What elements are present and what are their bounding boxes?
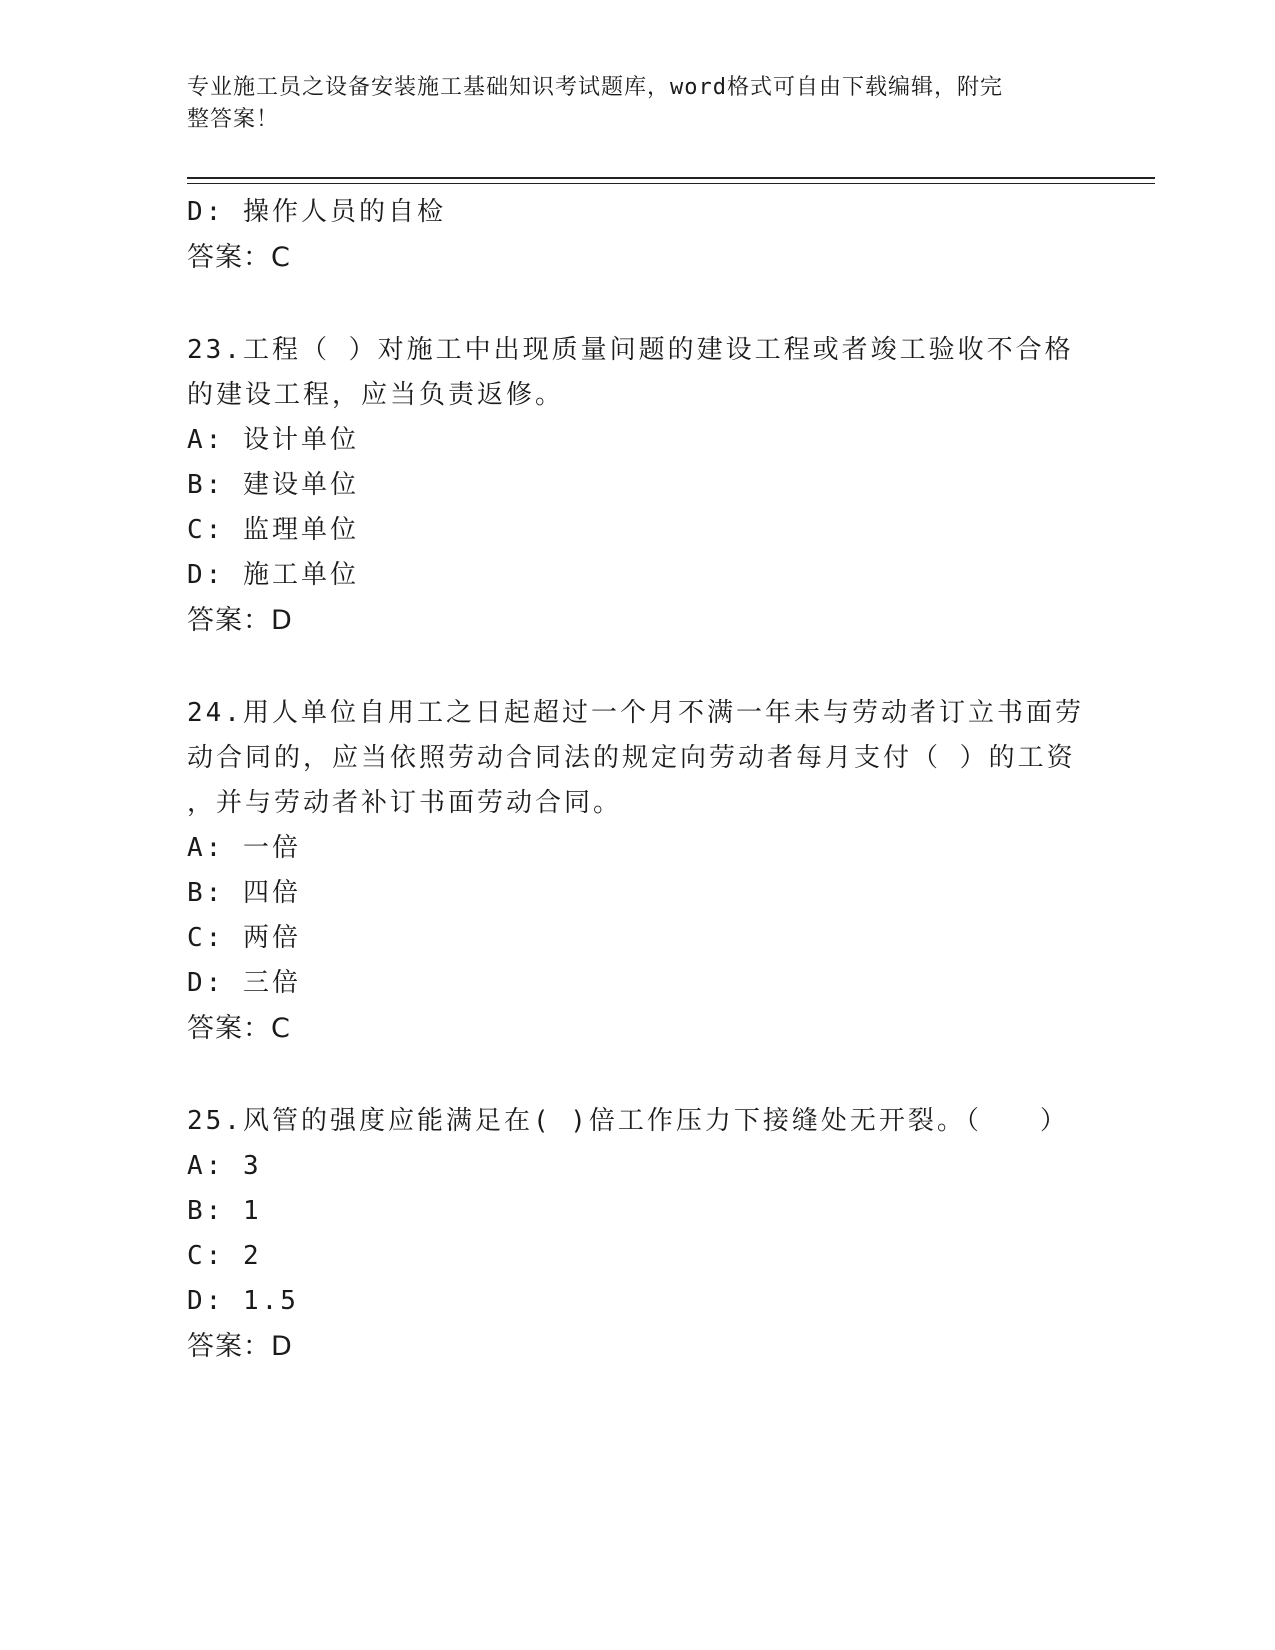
question-25 [187, 1099, 1067, 1370]
answer: 答案：D [187, 605, 293, 636]
question-text-line: 动合同的，应当依照劳动合同法的规定向劳动者每月支付（ ）的工资 [187, 743, 1076, 773]
question-text-line: 25.风管的强度应能满足在( )倍工作压力下接缝处无开裂。（ ） [187, 1106, 1069, 1136]
option-a: A: 3 [187, 1151, 262, 1181]
question-24 [187, 691, 1084, 1052]
option-a: A: 设计单位 [187, 425, 359, 455]
option-b: B: 1 [187, 1196, 262, 1226]
question-text-line: 23.工程（ ）对施工中出现质量问题的建设工程或者竣工验收不合格 [187, 335, 1074, 365]
question-fragment [187, 190, 1087, 281]
option-d: D: 1.5 [187, 1286, 299, 1316]
answer: 答案：D [187, 1331, 293, 1362]
option-c: C: 两倍 [187, 923, 301, 953]
header-rule-thick [187, 177, 1155, 179]
answer: 答案：C [187, 1013, 291, 1044]
option-b: B: 建设单位 [187, 470, 359, 500]
option-b: B: 四倍 [187, 878, 301, 908]
question-text-line: 的建设工程，应当负责返修。 [187, 380, 565, 410]
question-text-line: ，并与劳动者补订书面劳动合同。 [187, 788, 623, 818]
option-c: C: 监理单位 [187, 515, 359, 545]
header-rule-thin [187, 183, 1155, 184]
header-line-2: 整答案！ [187, 107, 280, 132]
option-c: C: 2 [187, 1241, 262, 1271]
option-d: D: 施工单位 [187, 560, 359, 590]
question-text-line: 24.用人单位自用工之日起超过一个月不满一年未与劳动者订立书面劳 [187, 698, 1084, 728]
header-line-1: 专业施工员之设备安装施工基础知识考试题库，word格式可自由下载编辑，附完 [187, 75, 1003, 100]
option-a: A: 一倍 [187, 833, 301, 863]
option-d: D: 操作人员的自检 [187, 197, 446, 227]
answer: 答案：C [187, 242, 291, 273]
question-23 [187, 328, 1074, 644]
document-header [187, 72, 1067, 136]
document-content [187, 190, 1087, 1370]
option-d: D: 三倍 [187, 968, 301, 998]
